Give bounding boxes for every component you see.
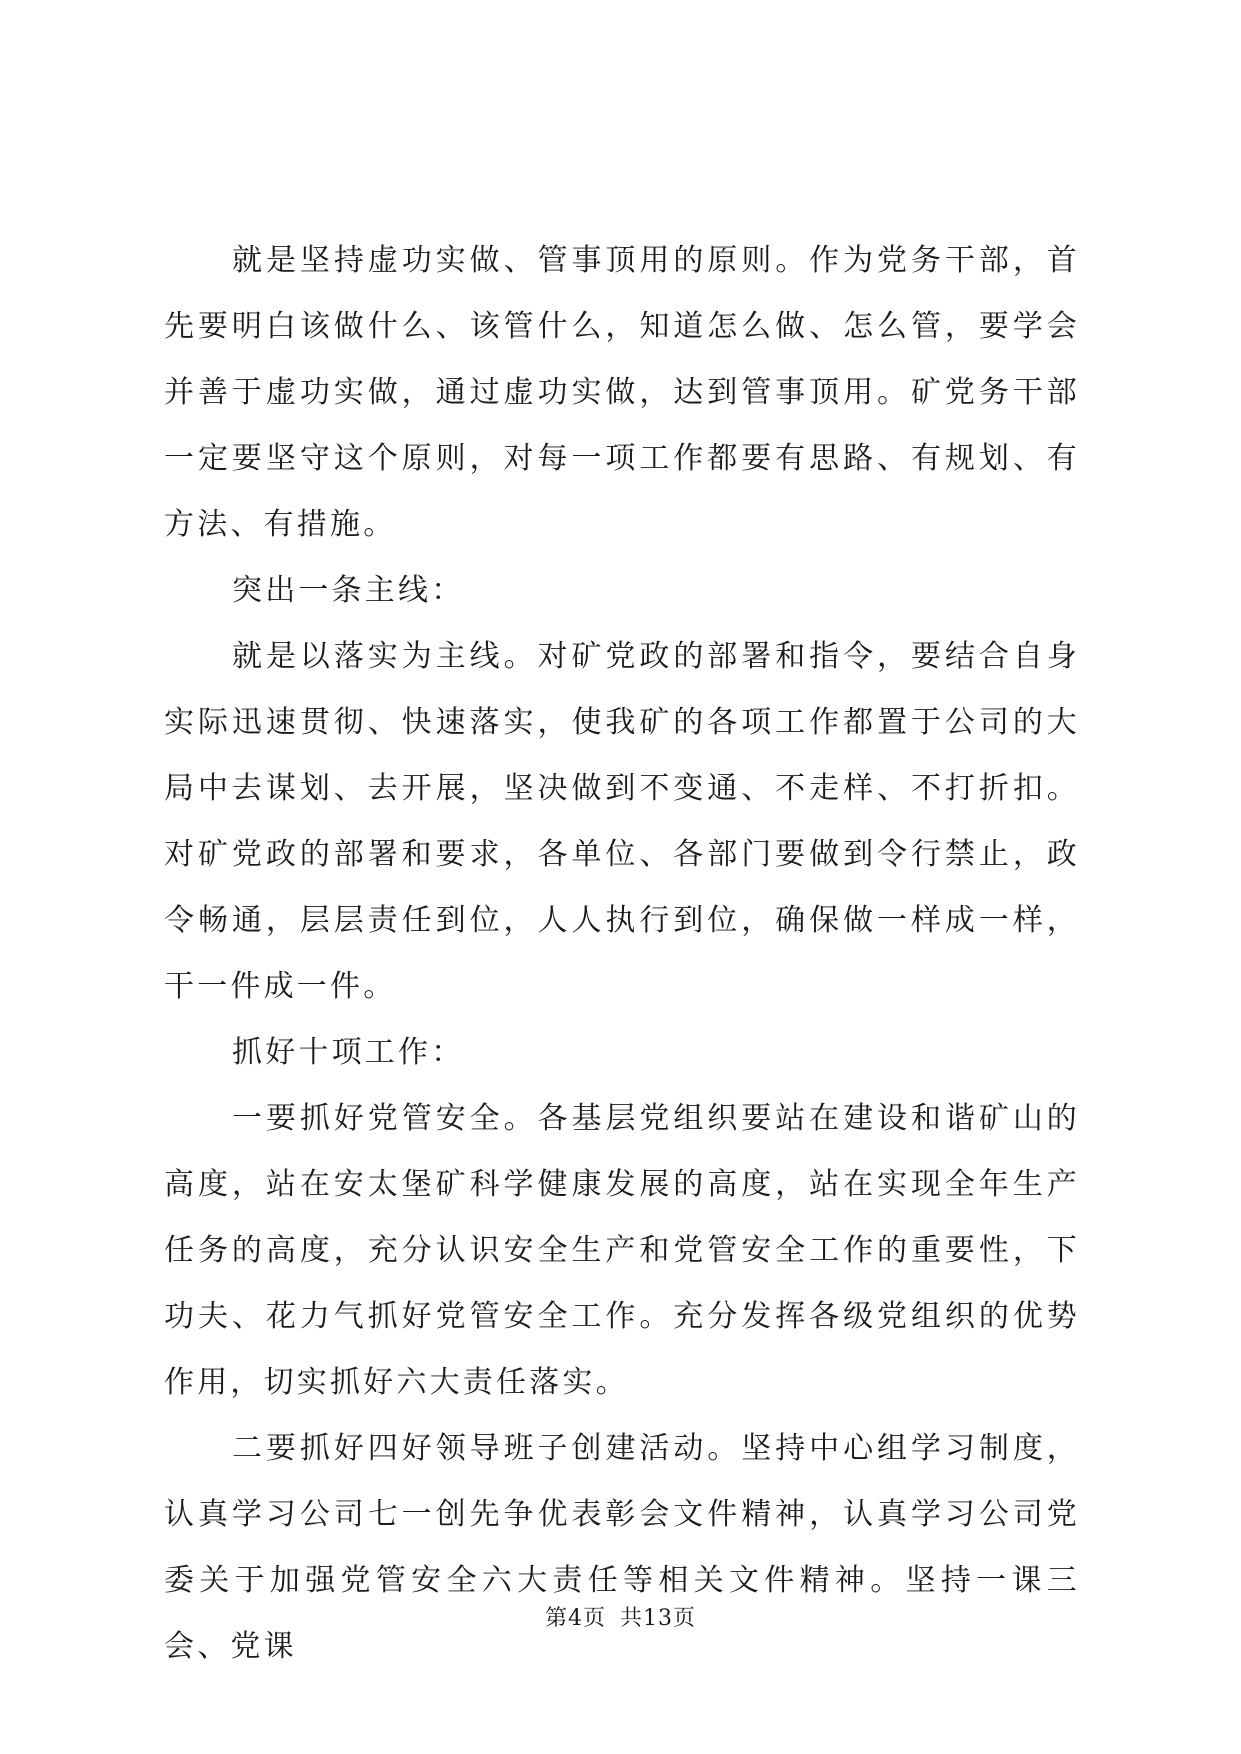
- page-footer: [0, 1604, 1241, 1634]
- paragraph-principle: 就是坚持虚功实做、管事顶用的原则。作为党务干部，首先要明白该做什么、该管什么，知道怎么做、怎么管，要学会并善于虚功实做，通过虚功实做，达到管事顶用。矿党务干部一定要坚守这个原则，对每一项工作都要有思路、有规划、有方法、有措施。: [164, 243, 1080, 542]
- heading-main-line: 突出一条主线：: [232, 573, 465, 608]
- paragraph-task-two: 二要抓好四好领导班子创建活动。坚持中心组学习制度，认真学习公司七一创先争优表彰会文件精神，认真学习公司党委关于加强党管安全六大责任等相关文件精神。坚持一课三会、党课: [164, 1431, 1080, 1664]
- paragraph-main-line: 就是以落实为主线。对矿党政的部署和指令，要结合自身实际迅速贯彻、快速落实，使我矿的各项工作都置于公司的大局中去谋划、去开展，坚决做到不变通、不走样、不打折扣。对矿党政的部署和要求，各单位、各部门要做到令行禁止，政令畅通，层层责任到位，人人执行到位，确保做一样成一样，干一件成一件。: [164, 639, 1080, 1004]
- heading-ten-tasks: 抓好十项工作：: [232, 1035, 465, 1070]
- page-number: 第4页: [545, 1606, 606, 1631]
- paragraph-task-one: 一要抓好党管安全。各基层党组织要站在建设和谐矿山的高度，站在安太堡矿科学健康发展的高度，站在实现全年生产任务的高度，充分认识安全生产和党管安全工作的重要性，下功夫、花力气抓好党管安全工作。充分发挥各级党组织的优势作用，切实抓好六大责任落实。: [164, 1101, 1080, 1400]
- page-total: 共13页: [620, 1606, 696, 1631]
- document-body: [164, 228, 1080, 1680]
